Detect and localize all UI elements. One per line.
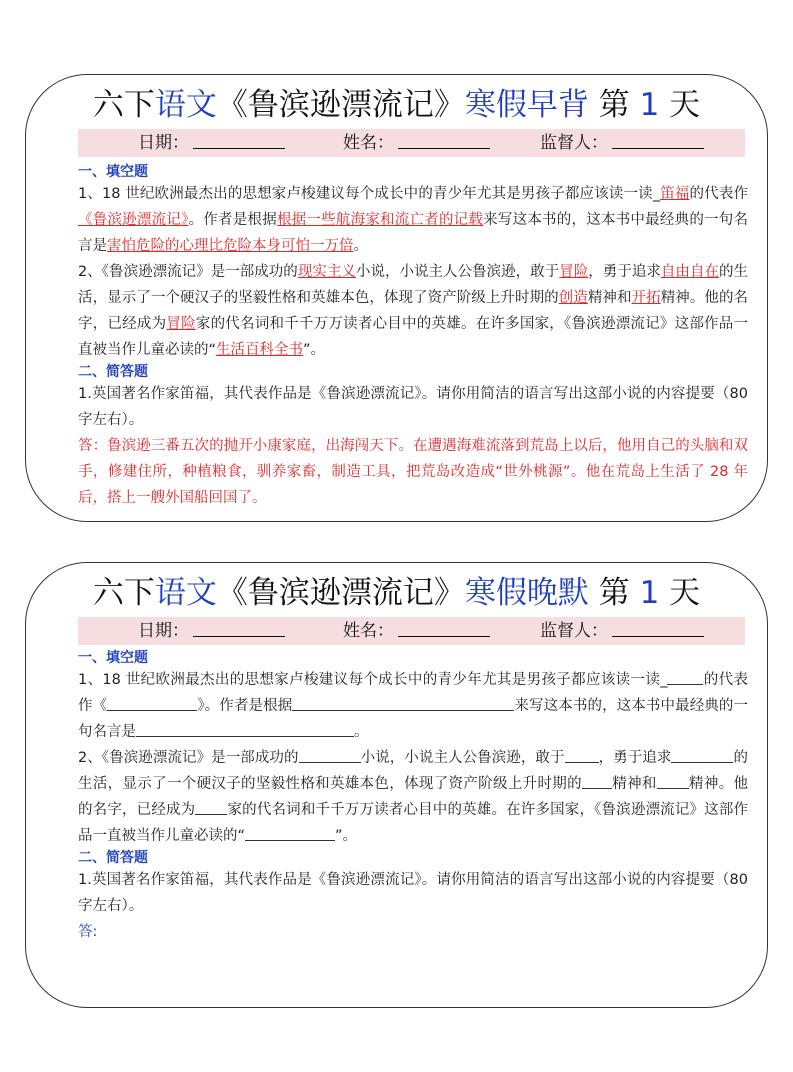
morning-recite-card [25, 74, 768, 522]
fill-in-question-2: 2、《鲁滨逊漂流记》是一部成功的现实主义小说，小说主人公鲁滨逊，敢于冒险，勇于追求自由自在的生活，显示了一个硬汉子的坚毅性格和英雄本色，体现了资产阶级上升时期的创造精神和开拓精神。他的名字，已经成为冒险家的代名词和千千万万读者心目中的英雄。在许多国家，《鲁滨逊漂流记》这部作品一直被当作儿童必读的“生活百科全书”。 [78, 264, 749, 358]
info-bar [78, 129, 745, 157]
answer-risk: 冒险 [166, 316, 196, 332]
supervisor-blank[interactable] [612, 132, 704, 149]
fill-in-question-2: 2、《鲁滨逊漂流记》是一部成功的 小说，小说主人公鲁滨逊，敢于 ，勇于追求 的生活，显示了一个硬汉子的坚毅性格和英雄本色，体现了资产阶级上升时期的 精神和 精神。他的名字，已经成为 家的代名词和千千万万读者心目中的英雄。在许多国家，《鲁滨逊漂流记》这部作品一直被当作儿童必读的“ ”。 [78, 750, 749, 844]
short-answer-question: 1.英国著名作家笛福，其代表作品是《鲁滨逊漂流记》。请你用简洁的语言写出这部小说的内容提要（80 字左右）。 [78, 386, 748, 428]
answer-encyclopedia: 生活百科全书 [216, 342, 304, 358]
name-blank[interactable] [398, 132, 490, 149]
title-book: 《鲁滨逊漂流记》 [216, 575, 465, 611]
title-subject: 语文 [154, 87, 217, 123]
short-answer-label: 答: [78, 924, 98, 940]
title-day-prefix: 第 [598, 575, 630, 611]
title-mode: 寒假晚默 [464, 575, 589, 611]
date-label: 日期： [138, 133, 189, 153]
blank-risk[interactable] [195, 800, 227, 815]
blank-create[interactable] [582, 774, 612, 789]
answer-adventure: 冒险 [559, 264, 589, 280]
answer-freedom: 自由自在 [660, 264, 719, 280]
title-day-number: 1 [639, 575, 660, 611]
answer-work: 《鲁滨逊漂流记》 [78, 212, 189, 228]
section-short-answer-heading: 二、简答题 [78, 850, 148, 866]
title-mode: 寒假早背 [464, 87, 589, 123]
blank-genre[interactable] [299, 748, 361, 763]
answer-genre: 现实主义 [297, 264, 356, 280]
answer-source: 根据一些航海家和流亡者的记载 [276, 212, 484, 228]
name-label: 姓名： [343, 621, 394, 641]
card-title [26, 573, 767, 613]
card-title [26, 85, 767, 125]
title-grade: 六下 [92, 575, 155, 611]
info-bar [78, 617, 745, 645]
title-day-prefix: 第 [598, 87, 630, 123]
answer-pioneer: 开拓 [631, 290, 661, 306]
section-fill-in-heading: 一、填空题 [78, 650, 148, 666]
supervisor-blank[interactable] [612, 620, 704, 637]
name-blank[interactable] [398, 620, 490, 637]
title-book: 《鲁滨逊漂流记》 [216, 87, 465, 123]
title-grade: 六下 [92, 87, 155, 123]
blank-source[interactable] [292, 696, 514, 711]
short-answer-area[interactable] [78, 945, 748, 995]
section-short-answer-heading: 二、简答题 [78, 364, 148, 380]
title-day-suffix: 天 [669, 575, 701, 611]
blank-author[interactable] [667, 670, 703, 685]
name-label: 姓名： [343, 133, 394, 153]
fill-in-question-1: 1、18 世纪欧洲最杰出的思想家卢梭建议每个成长中的青少年尤其是男孩子都应该读一读_笛福的代表作《鲁滨逊漂流记》。作者是根据根据一些航海家和流亡者的记载来写这本书的，这本书中最经典的一句名言是害怕危险的心理比危险本身可怕一万倍。 [78, 186, 749, 254]
section-fill-in-heading: 一、填空题 [78, 164, 148, 180]
evening-dictation-card [25, 562, 768, 1008]
date-blank[interactable] [193, 132, 285, 149]
title-day-suffix: 天 [669, 87, 701, 123]
supervisor-label: 监督人： [540, 621, 608, 641]
title-day-number: 1 [639, 87, 660, 123]
blank-adventure[interactable] [565, 748, 599, 763]
answer-create: 创造 [558, 290, 588, 306]
answer-quote: 害怕危险的心理比危险本身可怕一万倍 [107, 238, 354, 254]
date-label: 日期： [138, 621, 189, 641]
short-answer-question: 1.英国著名作家笛福，其代表作品是《鲁滨逊漂流记》。请你用简洁的语言写出这部小说的内容提要（80 字左右）。 [78, 872, 748, 914]
blank-pioneer[interactable] [657, 774, 689, 789]
blank-encyclopedia[interactable] [245, 826, 335, 841]
blank-work[interactable] [107, 696, 197, 711]
supervisor-label: 监督人： [540, 133, 608, 153]
fill-in-question-1: 1、18 世纪欧洲最杰出的思想家卢梭建议每个成长中的青少年尤其是男孩子都应该读一读_ 的代表作《 》。作者是根据 来写这本书的，这本书中最经典的一句名言是 。 [78, 672, 749, 740]
blank-quote[interactable] [136, 722, 354, 737]
blank-freedom[interactable] [671, 748, 733, 763]
short-answer-answer: 答：鲁滨逊三番五次的抛开小康家庭，出海闯天下。在遭遇海难流落到荒岛上以后，他用自己的头脑和双手，修建住所，种植粮食，驯养家畜，制造工具，把荒岛改造成“世外桃源”。他在荒岛上生活了 28 年后，搭上一艘外国船回国了。 [78, 438, 748, 506]
answer-author: 笛福 [660, 186, 690, 202]
date-blank[interactable] [193, 620, 285, 637]
title-subject: 语文 [154, 575, 217, 611]
